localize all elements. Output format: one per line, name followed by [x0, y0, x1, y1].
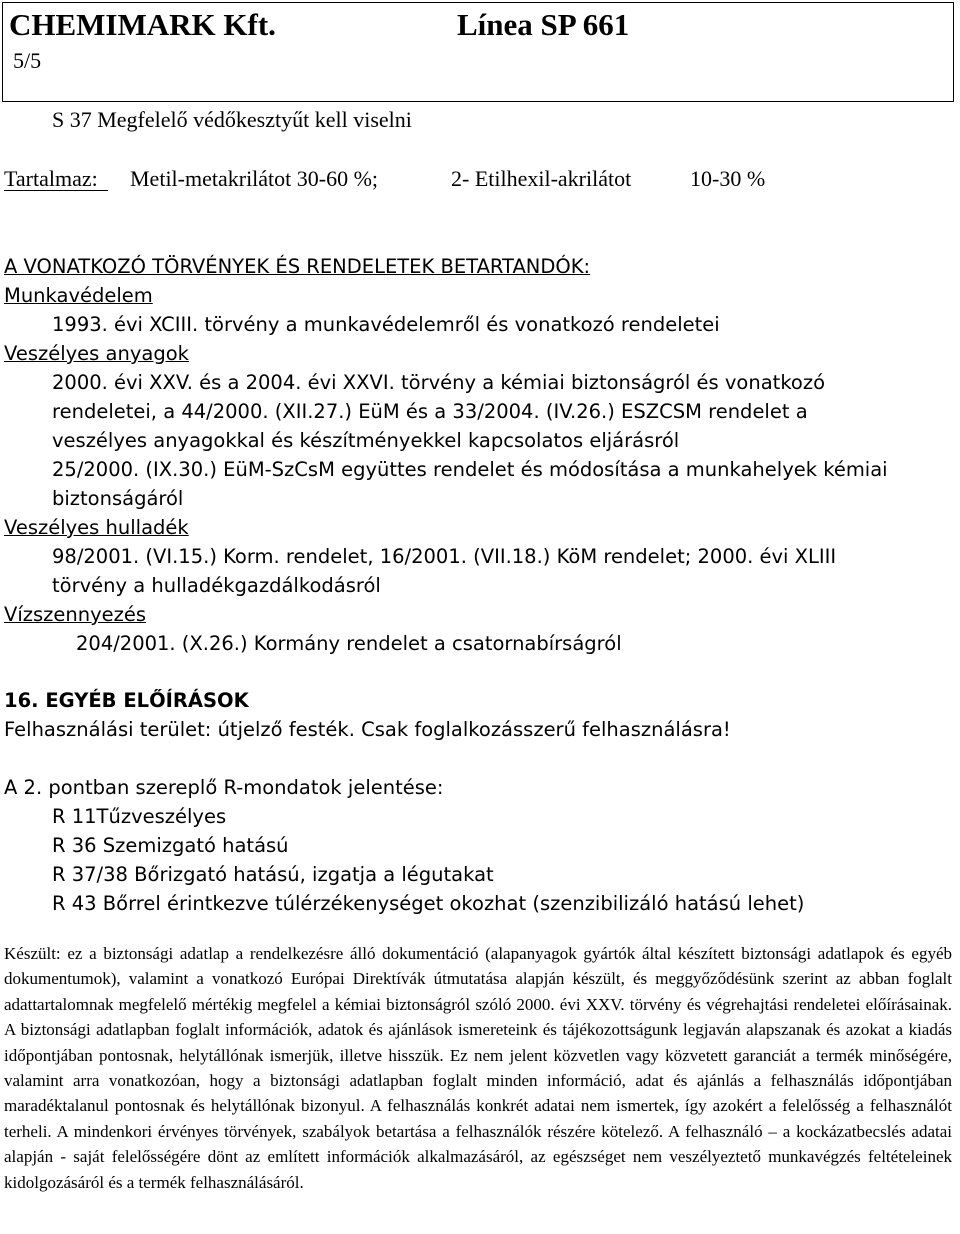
occupational-safety-title: Munkavédelem: [4, 284, 153, 307]
usage-area: Felhasználási terület: útjelző festék. Csak foglalkozásszerű felhasználásra!: [4, 718, 731, 741]
content-item-2: 2- Etilhexil-akrilátot: [451, 166, 632, 191]
document-header: [2, 2, 954, 102]
laws-heading: A VONATKOZÓ TÖRVÉNYEK ÉS RENDELETEK BETARTANDÓK:: [4, 255, 591, 278]
section-16-title: 16. EGYÉB ELŐÍRÁSOK: [4, 689, 249, 712]
content-label-underline: [4, 165, 108, 193]
product-name: Línea SP 661: [457, 7, 630, 42]
company-name: CHEMIMARK Kft.: [9, 7, 276, 42]
occupational-safety-line: 1993. évi XCIII. törvény a munkavédelemről és vonatkozó rendeletei: [52, 313, 720, 336]
water-pollution-title: Vízszennyezés: [4, 603, 147, 626]
hazardous-waste-title: Veszélyes hulladék: [4, 516, 189, 539]
hazardous-materials-line: biztonságáról: [52, 487, 184, 510]
hazardous-waste-line: törvény a hulladékgazdálkodásról: [52, 574, 381, 597]
hazardous-materials-title: Veszélyes anyagok: [4, 342, 189, 365]
hazardous-materials-line: 25/2000. (IX.30.) EüM-SzCsM együttes rendelet és módosítása a munkahelyek kémiai: [52, 458, 888, 481]
content-item-1: Metil-metakrilátot 30-60 %;: [130, 166, 379, 191]
hazardous-materials-line: rendeletei, a 44/2000. (XII.27.) EüM és a 33/2004. (IV.26.) ESZCSM rendelet a: [52, 400, 808, 423]
content-label: Tartalmaz:: [4, 166, 98, 191]
hazardous-materials-line: veszélyes anyagokkal és készítményekkel kapcsolatos eljárásról: [52, 429, 680, 452]
r-phrase-item: R 37/38 Bőrizgató hatású, izgatja a légutakat: [52, 863, 494, 886]
page-number: 5/5: [13, 48, 42, 73]
r-phrase-item: R 43 Bőrrel érintkezve túlérzékenységet okozhat (szenzibilizáló hatású lehet): [52, 892, 805, 915]
r-phrases-intro: A 2. pontban szereplő R-mondatok jelentése:: [4, 776, 444, 799]
hazardous-materials-line: 2000. évi XXV. és a 2004. évi XXVI. törvény a kémiai biztonságról és vonatkozó: [52, 371, 826, 394]
content-item-2-value: 10-30 %: [690, 166, 766, 191]
r-phrase-item: R 11Tűzveszélyes: [52, 805, 227, 828]
hazardous-waste-line: 98/2001. (VI.15.) Korm. rendelet, 16/2001. (VII.18.) KöM rendelet; 2000. évi XLIII: [52, 545, 837, 568]
water-pollution-line: 204/2001. (X.26.) Kormány rendelet a csatornabírságról: [76, 632, 622, 655]
r-phrase-item: R 36 Szemizgató hatású: [52, 834, 289, 857]
disclaimer-paragraph: Készült: ez a biztonsági adatlap a rendelkezésre álló dokumentáció (alapanyagok gyártók által készített biztonsági adatlapok és egyéb dokumentumok), valamint a vonatkozó Európai Direktívák útmutatása alapján készült, és meggyőződésünk szerint az abban foglalt adattartalomnak megfelelő mértékig megfelel a kémiai biztonságról szóló 2000. évi XXV. törvény és végrehajtási rendeletei előírásainak. A biztonsági adatlapban foglalt információk, adatok és ajánlások ismereteink és tájékozottságunk legjaván alapszanak és azokat a kiadás időpontjában pontosnak, helytállónak ismerjük, illetve hisszük. Ez nem jelent közvetlen vagy közvetett garanciát a termék minőségére, valamint arra vonatkozóan, hogy a biztonsági adatlapban foglalt minden információ, adat és ajánlás a felhasználás időpontjában maradéktalanul pontosnak és helytállónak bizonyul. A felhasználás konkrét adatai nem ismertek, így azokért a felelősség a felhasználót terheli. A mindenkori érvényes törvények, szabályok betartása a felhasználók részére kötelező. A felhasználó – a kockázatbecslés adatai alapján - saját felelősségére dönt az említett információk alkalmazásáról, az egészséget nem veszélyeztető munkavégzés feltételeinek kidolgozásáról és a termék felhasználásáról.: [4, 944, 952, 1192]
safety-phrase-s37: S 37 Megfelelő védőkesztyűt kell viselni: [52, 107, 412, 132]
